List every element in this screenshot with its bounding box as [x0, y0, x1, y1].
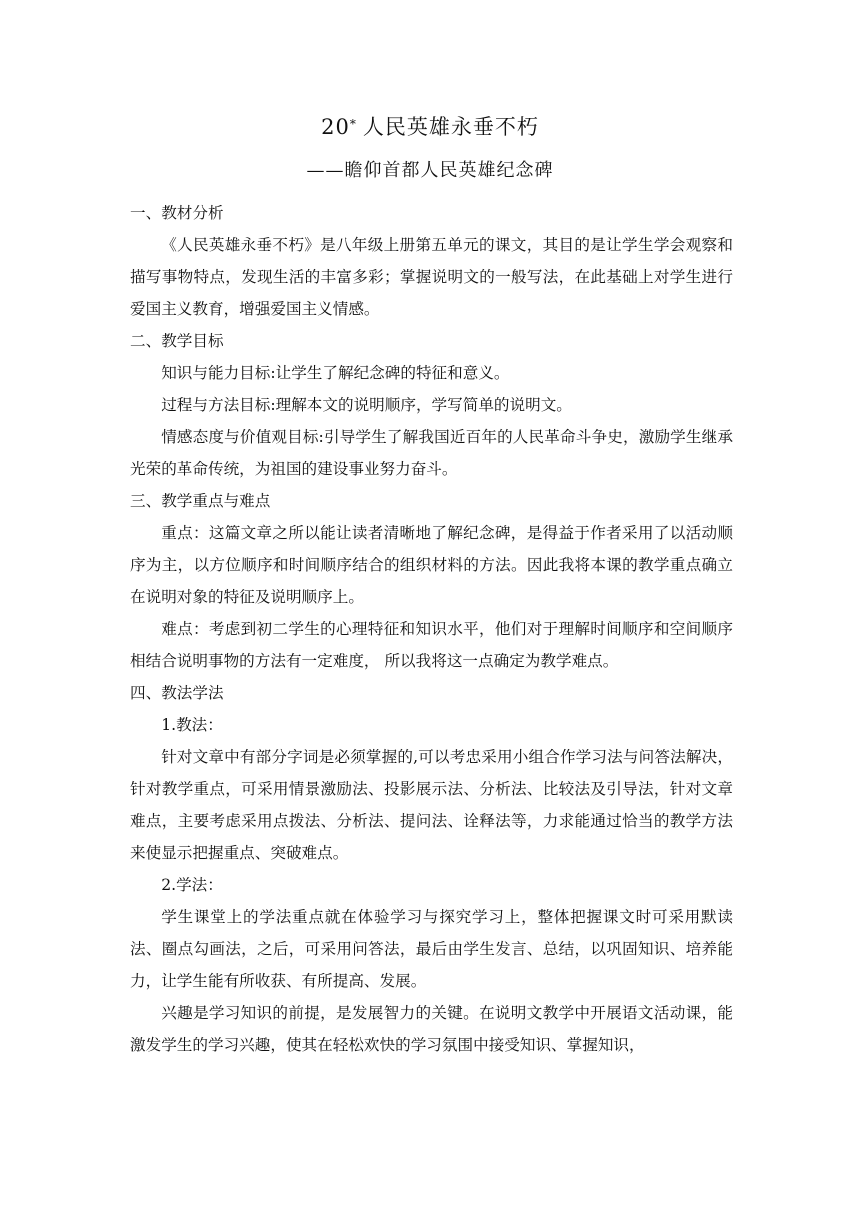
paragraph: 难点：考虑到初二学生的心理特征和知识水平，他们对于理解时间顺序和空间顺序相结合说明事物的方法有一定难度， 所以我将这一点确定为教学难点。: [130, 620, 733, 670]
title-number: 20: [321, 115, 350, 139]
section-heading: 二、教学目标: [130, 332, 224, 350]
page-subtitle: ——瞻仰首都人民英雄纪念碑: [306, 160, 554, 181]
section-heading: 一、教材分析: [130, 204, 224, 222]
paragraph: 情感态度与价值观目标:引导学生了解我国近百年的人民革命斗争史，激励学生继承光荣的革命传统，为祖国的建设事业努力奋斗。: [130, 428, 733, 478]
section-heading: 三、教学重点与难点: [130, 492, 271, 510]
page-title: [0, 112, 860, 142]
paragraph: 过程与方法目标:理解本文的说明顺序，学写简单的说明文。: [161, 396, 572, 414]
document-body: [130, 197, 733, 1061]
section-heading: 四、教法学法: [130, 684, 224, 702]
paragraph: 知识与能力目标:让学生了解纪念碑的特征和意义。: [161, 364, 510, 382]
subsection-label: 2.学法：: [161, 876, 223, 894]
paragraph: 《人民英雄永垂不朽》是八年级上册第五单元的课文，其目的是让学生学会观察和描写事物特点，发现生活的丰富多彩；掌握说明文的一般写法，在此基础上对学生进行爱国主义教育，增强爱国主义情感。: [130, 236, 733, 318]
subsection-label: 1.教法：: [161, 716, 223, 734]
paragraph: 重点：这篇文章之所以能让读者清晰地了解纪念碑，是得益于作者采用了以活动顺序为主，以方位顺序和时间顺序结合的组织材料的方法。因此我将本课的教学重点确立在说明对象的特征及说明顺序上。: [130, 524, 733, 606]
title-mark: *: [349, 117, 357, 131]
title-text: 人民英雄永垂不朽: [362, 115, 539, 139]
paragraph: 学生课堂上的学法重点就在体验学习与探究学习上，整体把握课文时可采用默读法、圈点勾画法，之后，可采用问答法，最后由学生发言、总结，以巩固知识、培养能力，让学生能有所收获、有所提高、发展。: [130, 908, 733, 990]
paragraph: 兴趣是学习知识的前提，是发展智力的关键。在说明文教学中开展语文活动课，能激发学生的学习兴趣，使其在轻松欢快的学习氛围中接受知识、掌握知识，: [130, 1004, 733, 1054]
paragraph: 针对文章中有部分字词是必须掌握的,可以考忠采用小组合作学习法与问答法解决，针对教学重点，可采用情景激励法、投影展示法、分析法、比较法及引导法，针对文章难点，主要考虑采用点拨法、分析法、提问法、诠释法等，力求能通过恰当的教学方法来使显示把握重点、突破难点。: [130, 748, 733, 862]
